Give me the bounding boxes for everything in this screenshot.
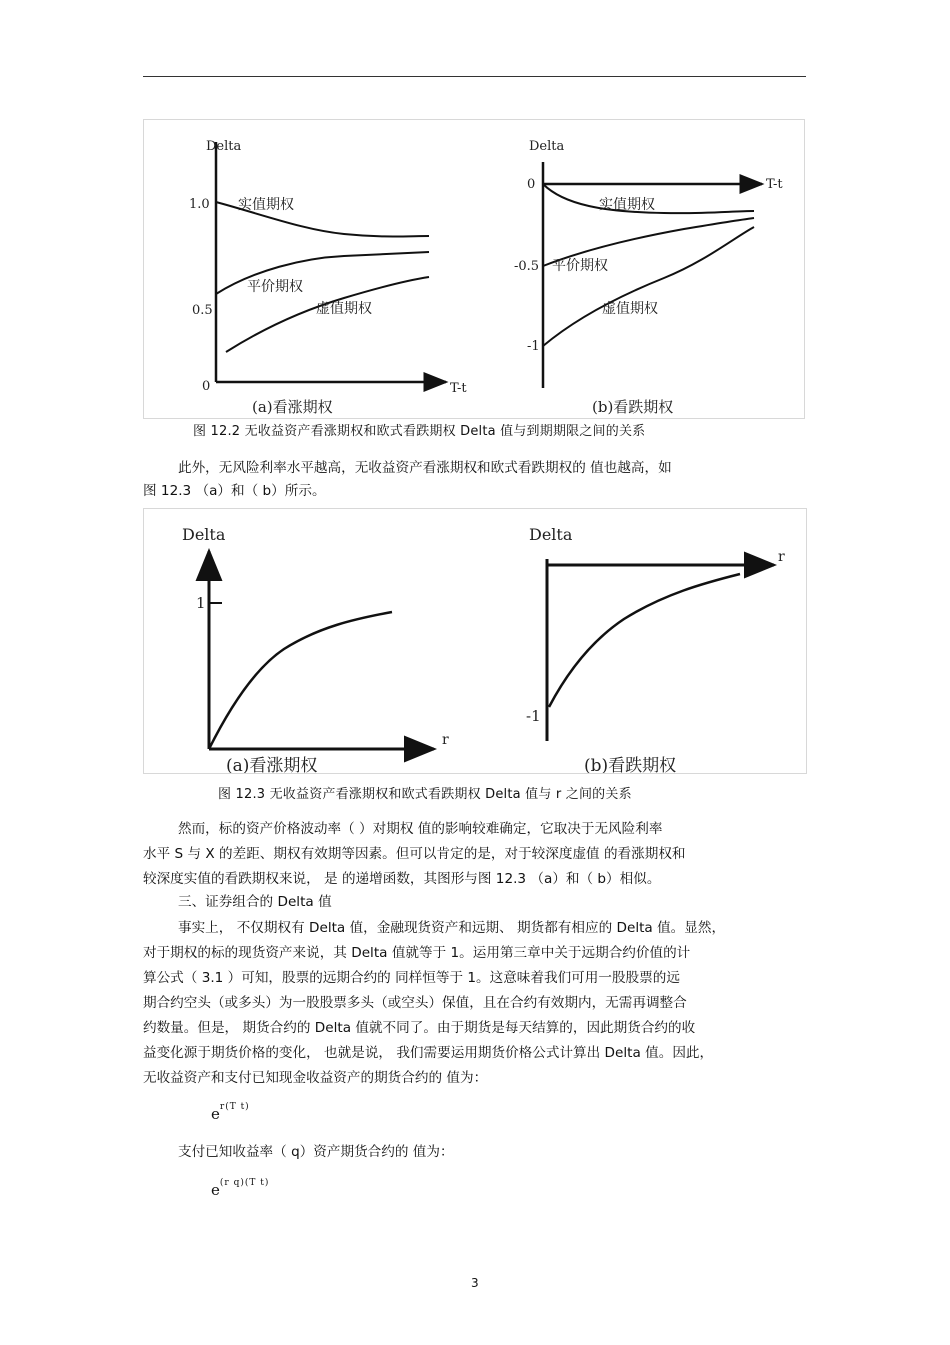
call-x-label: T-t	[450, 381, 467, 396]
call-r-x-label: r	[442, 732, 449, 748]
paragraph-line: 期合约空头（或多头）为一股股票多头（或空头）保值，且在合约有效期内，无需再调整合	[143, 995, 687, 1011]
put-x-label: T-t	[766, 177, 783, 192]
put-otm-label: 虚值期权	[602, 301, 658, 317]
paragraph-line: 图 12.3 （a）和（ b）所示。	[143, 483, 326, 499]
put-r-curve	[549, 574, 740, 707]
paragraph-line: 事实上， 不仅期权有 Delta 值，金融现货资产和远期、 期货都有相应的 Delta 值。显然，	[178, 920, 726, 936]
put-y-label: Delta	[529, 139, 565, 154]
call-itm-label: 实值期权	[238, 197, 294, 213]
call-tick-1: 1.0	[189, 197, 210, 212]
formula-2	[211, 1177, 270, 1199]
section-heading: 三、证券组合的 Delta 值	[178, 894, 332, 910]
put-tick-0: 0	[527, 177, 536, 192]
figure-2-caption: 图 12.3 无收益资产看涨期权和欧式看跌期权 Delta 值与 r 之间的关系	[218, 787, 632, 802]
put-tick-1: -1	[527, 339, 540, 354]
put-itm-label: 实值期权	[599, 197, 655, 213]
figure-1-svg	[144, 120, 804, 418]
call-r-curve	[209, 612, 392, 749]
call-r-subtitle: (a)看涨期权	[226, 756, 318, 773]
page-number: 3	[471, 1276, 479, 1290]
figure-delta-vs-rate	[143, 508, 807, 774]
paragraph-line: 支付已知收益率（ q）资产期货合约的 值为：	[178, 1144, 454, 1160]
put-r-x-label: r	[778, 549, 785, 565]
call-atm-label: 平价期权	[247, 279, 303, 295]
paragraph-line: 约数量。但是， 期货合约的 Delta 值就不同了。由于期货是每天结算的，因此期货合约的收	[143, 1020, 696, 1036]
paragraph-line: 较深度实值的看跌期权来说， 是 的递增函数，其图形与图 12.3 （a）和（ b）相似。	[143, 871, 661, 887]
figure-delta-vs-maturity	[143, 119, 805, 419]
formula-2-exponent: (r q)(T t)	[219, 1177, 270, 1188]
put-otm-curve	[543, 227, 754, 346]
formula-1-base: e	[211, 1105, 220, 1123]
paragraph-line: 益变化源于期货价格的变化， 也就是说， 我们需要运用期货价格公式计算出 Delta 值。因此，	[143, 1045, 714, 1061]
put-r-subtitle: (b)看跌期权	[584, 756, 677, 773]
formula-1-exponent: r(T t)	[219, 1101, 250, 1112]
call-tick-0: 0	[202, 379, 211, 394]
figure-1-caption: 图 12.2 无收益资产看涨期权和欧式看跌期权 Delta 值与到期期限之间的关系	[193, 424, 646, 439]
paragraph-line: 对于期权的标的现货资产来说，其 Delta 值就等于 1。运用第三章中关于远期合约价值的计	[143, 945, 691, 961]
header-rule	[143, 76, 806, 77]
formula-1	[211, 1101, 250, 1123]
call-y-label: Delta	[206, 139, 242, 154]
call-r-y-label: Delta	[182, 525, 226, 544]
put-subtitle: (b)看跌期权	[592, 398, 674, 416]
figure-2-svg	[144, 509, 806, 773]
put-r-tick-label: -1	[526, 707, 541, 725]
call-otm-label: 虚值期权	[316, 301, 372, 317]
call-subtitle: (a)看涨期权	[252, 398, 333, 416]
paragraph-line: 此外，无风险利率水平越高，无收益资产看涨期权和欧式看跌期权的 值也越高，如	[178, 460, 672, 476]
paragraph-line: 水平 S 与 X 的差距、期权有效期等因素。但可以肯定的是，对于较深度虚值 的看涨期权和	[143, 846, 686, 862]
put-r-y-label: Delta	[529, 525, 573, 544]
paragraph-line: 然而，标的资产价格波动率（ ）对期权 值的影响较难确定，它取决于无风险利率	[178, 821, 663, 837]
call-tick-05: 0.5	[192, 303, 213, 318]
put-tick-05: -0.5	[514, 259, 540, 274]
put-atm-label: 平价期权	[552, 258, 608, 274]
formula-2-base: e	[211, 1181, 220, 1199]
call-r-tick-label: 1	[196, 594, 206, 612]
paragraph-line: 无收益资产和支付已知现金收益资产的期货合约的 值为：	[143, 1070, 488, 1086]
paragraph-line: 算公式（ 3.1 ）可知，股票的远期合约的 同样恒等于 1。这意味着我们可用一股股票的远	[143, 970, 680, 986]
